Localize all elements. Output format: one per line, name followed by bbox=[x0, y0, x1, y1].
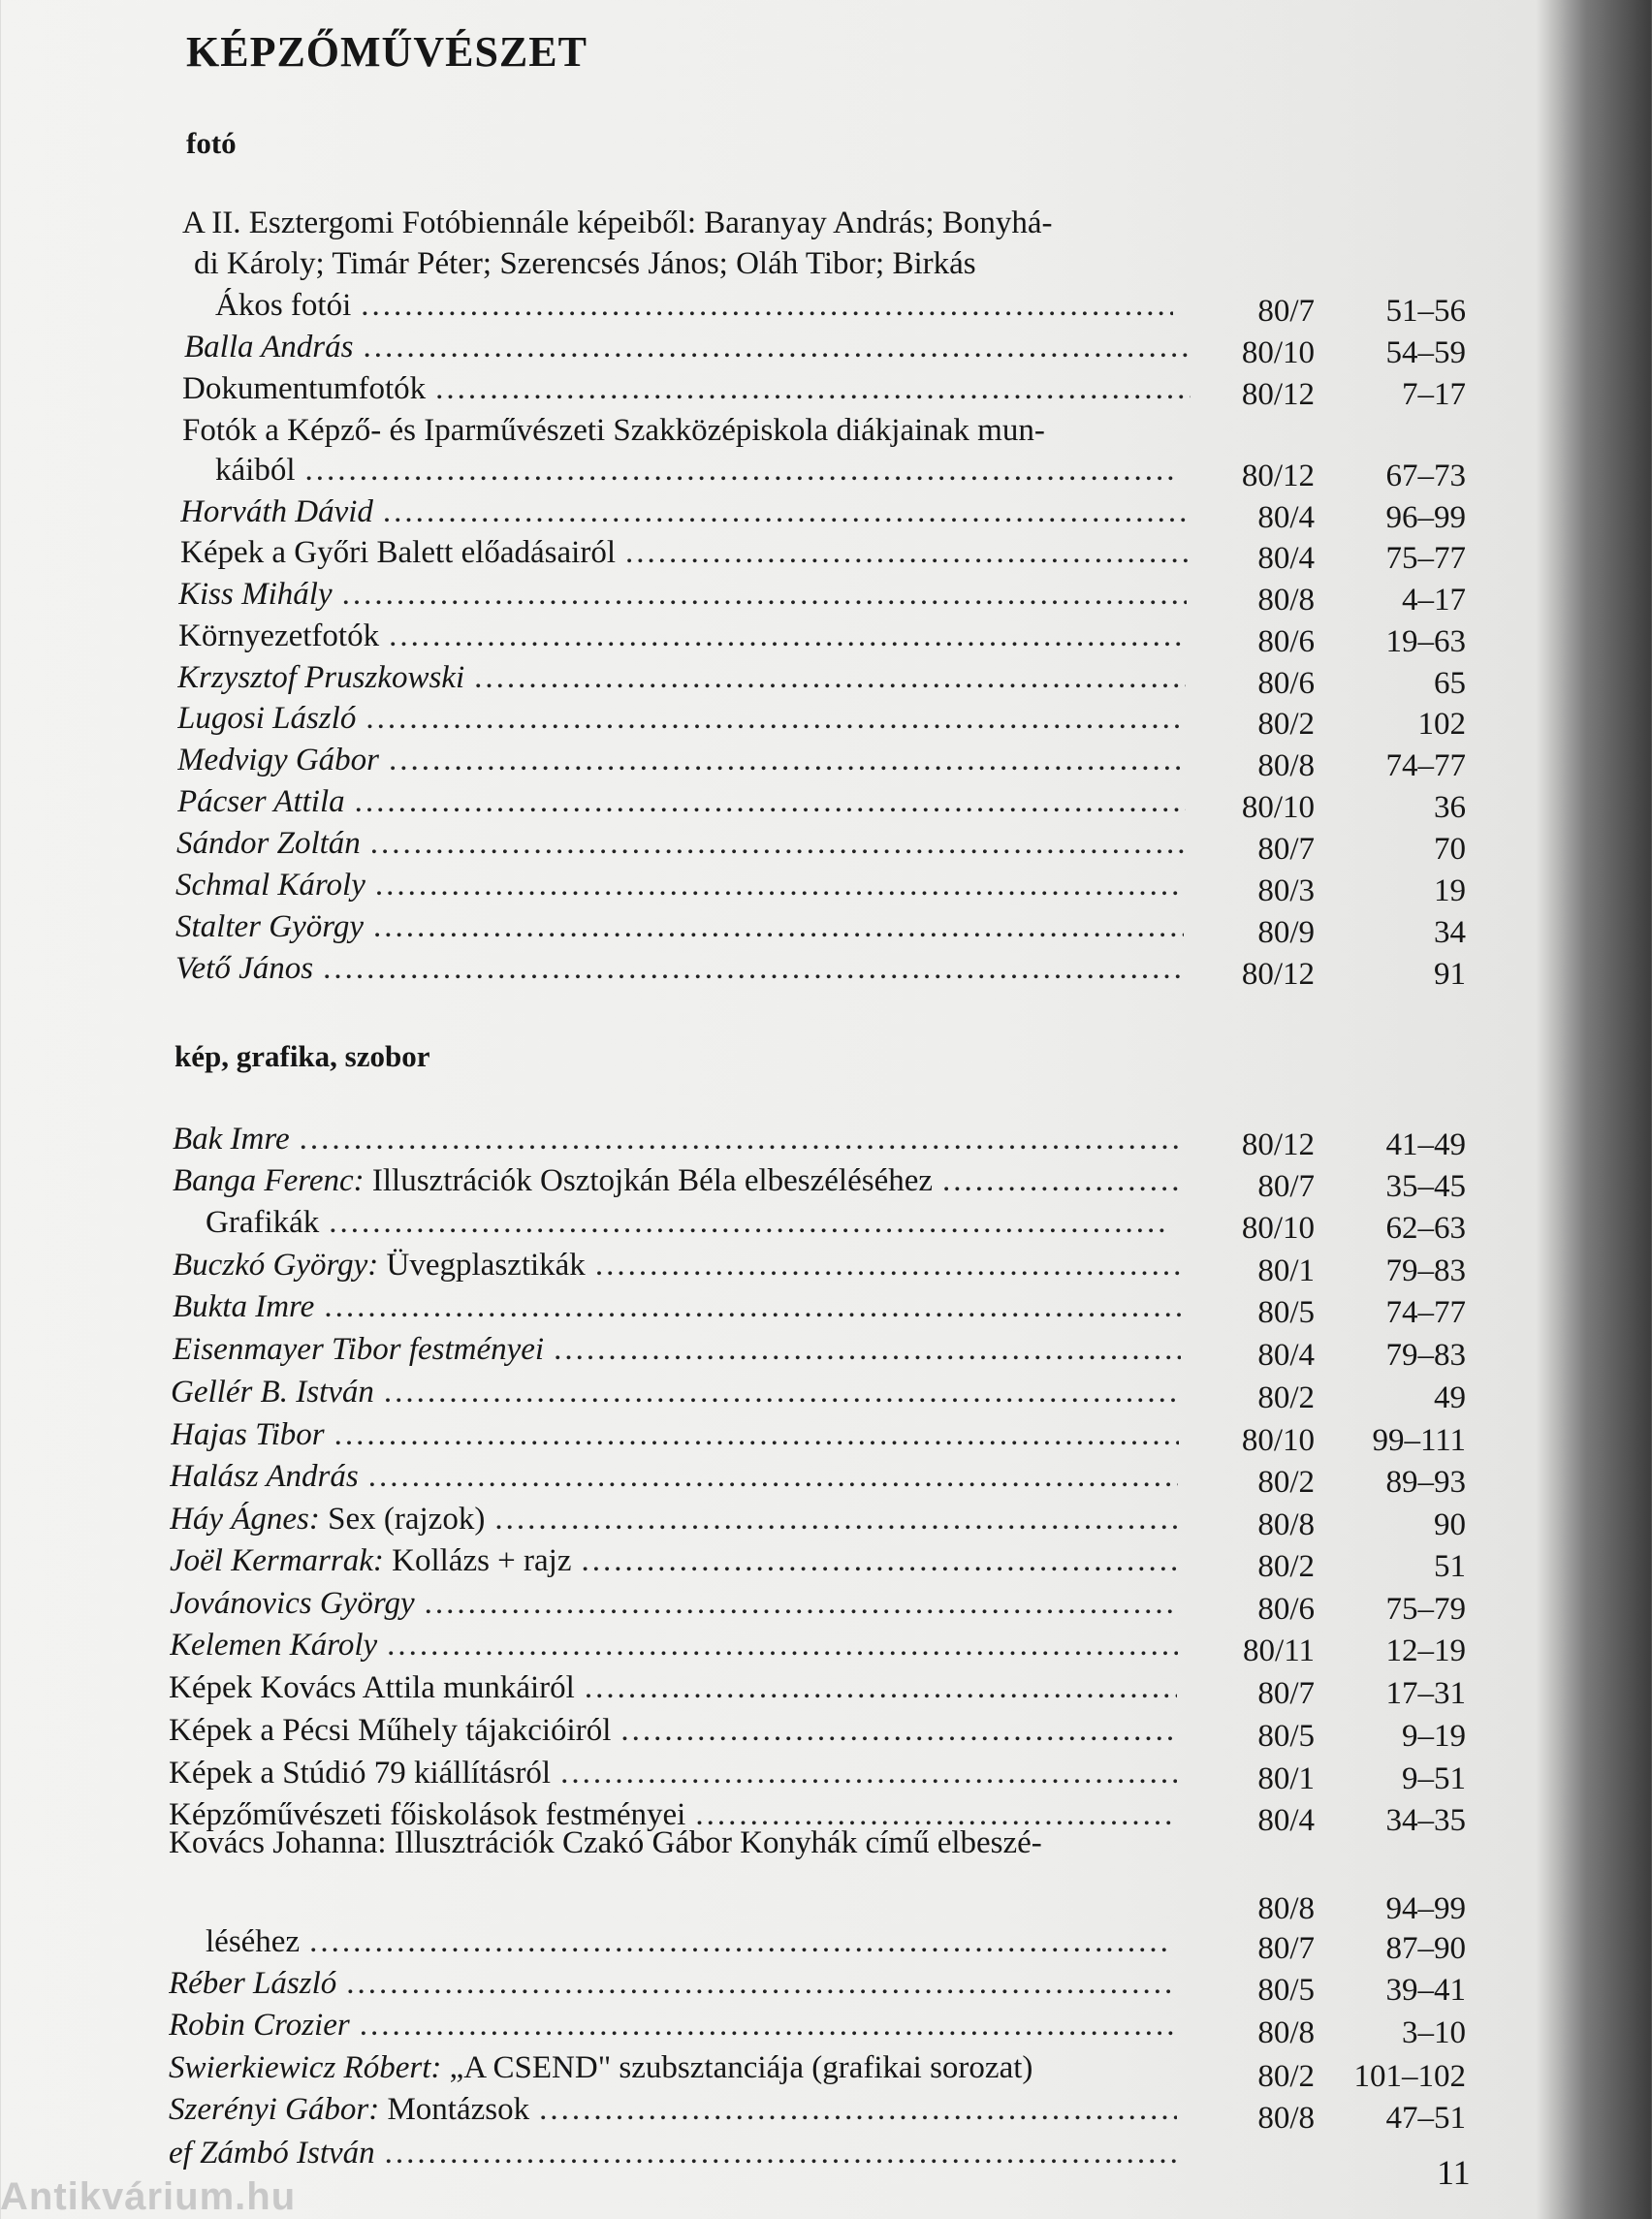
entry-pages: 4–17 bbox=[1402, 583, 1466, 618]
entry-name: Kelemen Károly bbox=[170, 1628, 378, 1663]
entry-name: Réber László bbox=[169, 1966, 337, 2001]
entry-title: Dokumentumfotók bbox=[182, 371, 427, 406]
entry-issue: 80/4 bbox=[1257, 541, 1315, 576]
page-number: 11 bbox=[1437, 2153, 1471, 2192]
index-entry bbox=[0, 1706, 1652, 1754]
leader-dots bbox=[373, 909, 1184, 945]
entry-issue: 80/4 bbox=[1257, 1803, 1315, 1838]
entry-pages: 34 bbox=[1434, 915, 1466, 950]
entry-issue: 80/1 bbox=[1257, 1253, 1315, 1288]
entry-name: Krzysztof Pruszkowski bbox=[177, 660, 465, 695]
leader-dots bbox=[389, 743, 1186, 778]
watermark: Antikvárium.hu bbox=[0, 2175, 297, 2218]
leader-dots bbox=[342, 577, 1187, 613]
leader-dots bbox=[435, 371, 1191, 407]
leader-dots bbox=[539, 2092, 1177, 2128]
entry-continuation-line: di Károly; Timár Péter; Szerencsés János; Oláh Tibor; Birkás bbox=[194, 246, 976, 281]
entry-pages: 41–49 bbox=[1385, 1127, 1466, 1162]
leader-dots bbox=[364, 330, 1193, 365]
index-entry bbox=[0, 1157, 1652, 1204]
index-entry bbox=[0, 694, 1652, 742]
index-entry bbox=[0, 1368, 1652, 1415]
leader-dots bbox=[425, 1586, 1178, 1622]
leader-dots bbox=[304, 453, 1173, 489]
index-entry bbox=[0, 528, 1652, 576]
entry-pages: 70 bbox=[1434, 832, 1466, 867]
entry-name: Hajas Tibor bbox=[171, 1417, 325, 1452]
entry-title: Képek a Pécsi Műhely tájakcióiról bbox=[169, 1713, 612, 1748]
leader-dots bbox=[309, 1924, 1169, 1960]
entry-name: Horváth Dávid bbox=[180, 494, 373, 529]
entry-issue: 80/2 bbox=[1257, 1465, 1315, 1500]
leader-dots bbox=[346, 1966, 1177, 2002]
index-entry bbox=[0, 1198, 1652, 1246]
page-title: KÉPZŐMŰVÉSZET bbox=[186, 28, 588, 76]
leader-dots bbox=[595, 1248, 1181, 1284]
entry-pages: 96–99 bbox=[1385, 500, 1466, 535]
index-entry bbox=[0, 1664, 1652, 1711]
entry-issue: 80/7 bbox=[1257, 1931, 1315, 1966]
entry-name: ef Zámbó István bbox=[169, 2136, 375, 2171]
entry-issue: 80/1 bbox=[1257, 1761, 1315, 1796]
entry-issue: 80/7 bbox=[1257, 294, 1315, 329]
index-entry bbox=[0, 612, 1652, 659]
index-entry bbox=[0, 653, 1652, 701]
index-entry bbox=[0, 1325, 1652, 1373]
entry-issue: 80/7 bbox=[1257, 832, 1315, 867]
entry-pages: 74–77 bbox=[1385, 748, 1466, 783]
entry-title: Üvegplasztikák bbox=[386, 1248, 586, 1283]
entry-issue: 80/2 bbox=[1257, 1549, 1315, 1584]
entry-name: Pácser Attila bbox=[177, 784, 345, 819]
entry-name: Bak Imre bbox=[173, 1122, 290, 1157]
entry-pages: 51 bbox=[1434, 1549, 1466, 1584]
leader-dots bbox=[389, 618, 1187, 654]
entry-name: Szerényi Gábor: bbox=[169, 2092, 380, 2127]
leader-dots bbox=[368, 1459, 1178, 1495]
entry-pages: 34–35 bbox=[1385, 1803, 1466, 1838]
index-entry bbox=[0, 1537, 1652, 1584]
leader-dots bbox=[384, 1375, 1179, 1411]
entry-issue: 80/10 bbox=[1241, 335, 1315, 370]
entry-issue: 80/2 bbox=[1257, 2059, 1315, 2094]
entry-title: Sex (rajzok) bbox=[328, 1502, 486, 1537]
entry-name: Joël Kermarrak: bbox=[170, 1543, 384, 1578]
entry-pages: 9–51 bbox=[1402, 1761, 1466, 1796]
entry-title: „A CSEND" szubsztanciája (grafikai sorozat) bbox=[449, 2050, 1033, 2085]
entry-issue: 80/8 bbox=[1257, 1507, 1315, 1542]
entry-issue: 80/8 bbox=[1257, 2015, 1315, 2050]
index-entry bbox=[0, 1621, 1652, 1668]
index-entry bbox=[0, 736, 1652, 783]
entry-pages: 87–90 bbox=[1385, 1931, 1466, 1966]
entry-pages: 49 bbox=[1434, 1380, 1466, 1415]
leader-dots bbox=[585, 1670, 1177, 1706]
entry-pages: 54–59 bbox=[1385, 335, 1466, 370]
entry-continuation-line: Fotók a Képző- és Iparművészeti Szakközépiskola diákjainak mun- bbox=[182, 413, 1045, 448]
entry-pages: 12–19 bbox=[1385, 1633, 1466, 1668]
entry-pages: 65 bbox=[1434, 666, 1466, 701]
entry-title: Környezetfotók bbox=[178, 618, 380, 653]
entry-title: Képek a Győri Balett előadásairól bbox=[180, 535, 616, 570]
index-entry bbox=[0, 446, 1652, 493]
entry-pages: 89–93 bbox=[1385, 1465, 1466, 1500]
entry-name: Robin Crozier bbox=[169, 2008, 350, 2043]
leader-dots bbox=[474, 660, 1186, 696]
entry-name: Lugosi László bbox=[177, 701, 357, 736]
index-entry bbox=[0, 944, 1652, 992]
entry-issue: 80/5 bbox=[1257, 1719, 1315, 1754]
entry-title: Montázsok bbox=[387, 2092, 530, 2127]
leader-dots bbox=[323, 951, 1184, 987]
entry-name: Vető János bbox=[175, 951, 314, 986]
index-entry bbox=[0, 1241, 1652, 1288]
entry-name: Buczkó György: bbox=[173, 1248, 379, 1283]
index-entry bbox=[0, 819, 1652, 867]
entry-title: léséhez bbox=[206, 1924, 301, 1959]
entry-issue: 80/4 bbox=[1257, 500, 1315, 535]
leader-dots bbox=[334, 1417, 1179, 1453]
entry-name: Sándor Zoltán bbox=[176, 826, 361, 861]
leader-dots bbox=[329, 1205, 1169, 1241]
entry-issue: 80/10 bbox=[1241, 790, 1315, 825]
entry-continuation-line: Kovács Johanna: Illusztrációk Czakó Gábor Konyhák című elbeszé- bbox=[169, 1825, 1042, 1860]
entry-name: Bukta Imre bbox=[173, 1289, 315, 1324]
index-entry bbox=[0, 323, 1652, 370]
index-entry bbox=[0, 281, 1652, 329]
entry-pages: 39–41 bbox=[1385, 1973, 1466, 2008]
entry-issue: 80/12 bbox=[1241, 377, 1315, 412]
entry-pages: 19 bbox=[1434, 873, 1466, 908]
entry-title: Ákos fotói bbox=[215, 288, 352, 323]
leader-dots bbox=[324, 1289, 1181, 1325]
entry-issue: 80/12 bbox=[1241, 1127, 1315, 1162]
leader-dots bbox=[560, 1756, 1177, 1791]
entry-name: Schmal Károly bbox=[175, 868, 365, 903]
entry-name: Balla András bbox=[184, 330, 354, 365]
entry-name: Stalter György bbox=[175, 909, 364, 944]
index-entry bbox=[0, 1749, 1652, 1796]
entry-pages: 19–63 bbox=[1385, 624, 1466, 659]
entry-issue: 80/7 bbox=[1257, 1169, 1315, 1204]
index-entry bbox=[0, 1452, 1652, 1500]
entry-title: Képek Kovács Attila munkáiról bbox=[169, 1670, 575, 1705]
entry-pages: 79–83 bbox=[1385, 1338, 1466, 1373]
entry-issue: 80/9 bbox=[1257, 915, 1315, 950]
section-heading-foto: fotó bbox=[186, 126, 237, 160]
entry-name: Gellér B. István bbox=[171, 1375, 374, 1410]
leader-dots bbox=[361, 288, 1173, 324]
index-entry bbox=[0, 488, 1652, 535]
entry-issue: 80/4 bbox=[1257, 1338, 1315, 1373]
index-entry bbox=[0, 1411, 1652, 1458]
leader-dots bbox=[625, 535, 1189, 571]
leader-dots bbox=[365, 701, 1186, 737]
entry-pages: 67–73 bbox=[1385, 459, 1466, 493]
entry-name: Halász András bbox=[170, 1459, 359, 1494]
entry-pages: 62–63 bbox=[1385, 1211, 1466, 1246]
entry-title: káiból bbox=[215, 453, 296, 488]
entry-pages: 75–77 bbox=[1385, 541, 1466, 576]
entry-issue: 80/2 bbox=[1257, 1380, 1315, 1415]
entry-name: Banga Ferenc: bbox=[173, 1163, 365, 1198]
entry-issue: 80/8 bbox=[1257, 748, 1315, 783]
entry-issue: 80/10 bbox=[1241, 1423, 1315, 1458]
entry-title: Grafikák bbox=[206, 1205, 320, 1240]
entry-pages: 79–83 bbox=[1385, 1253, 1466, 1288]
entry-issue: 80/12 bbox=[1241, 957, 1315, 992]
entry-pages: 90 bbox=[1434, 1507, 1466, 1542]
entry-title: Képzőművészeti főiskolások festményei bbox=[169, 1797, 686, 1832]
entry-pages: 36 bbox=[1434, 790, 1466, 825]
entry-title: Illusztrációk Osztojkán Béla elbeszéléséhez bbox=[371, 1163, 934, 1198]
entry-name: Jovánovics György bbox=[170, 1586, 415, 1621]
index-entry bbox=[0, 1579, 1652, 1627]
entry-pages: 17–31 bbox=[1385, 1676, 1466, 1711]
entry-continuation-line: A II. Esztergomi Fotóbiennále képeiből: Baranyay András; Bonyhá- bbox=[182, 206, 1053, 240]
entry-issue: 80/12 bbox=[1241, 459, 1315, 493]
index-entry bbox=[0, 1283, 1652, 1330]
entry-issue: 80/8 bbox=[1257, 583, 1315, 618]
entry-title: Képek a Stúdió 79 kiállításról bbox=[169, 1756, 552, 1791]
index-entry bbox=[0, 365, 1652, 412]
index-entry bbox=[0, 777, 1652, 825]
entry-issue: 80/11 bbox=[1243, 1633, 1315, 1668]
entry-pages: 35–45 bbox=[1385, 1169, 1466, 1204]
entry-name: Swierkiewicz Róbert: bbox=[169, 2050, 442, 2085]
leader-dots bbox=[383, 494, 1189, 530]
entry-pages: 7–17 bbox=[1402, 377, 1466, 412]
leader-dots bbox=[375, 868, 1184, 903]
entry-pages: 47–51 bbox=[1385, 2101, 1466, 2136]
entry-pages: 75–79 bbox=[1385, 1592, 1466, 1627]
entry-title: Kollázs + rajz bbox=[392, 1543, 572, 1578]
entry-name: Kiss Mihály bbox=[178, 577, 333, 612]
index-entry bbox=[0, 861, 1652, 908]
entry-pages: 101–102 bbox=[1353, 2059, 1466, 2094]
entry-issue: 80/10 bbox=[1241, 1211, 1315, 1246]
entry-issue: 80/6 bbox=[1257, 1592, 1315, 1627]
index-entry bbox=[0, 1115, 1652, 1162]
entry-pages: 74–77 bbox=[1385, 1295, 1466, 1330]
entry-pages: 99–111 bbox=[1372, 1423, 1466, 1458]
entry-issue: 80/6 bbox=[1257, 624, 1315, 659]
section-heading-kep-grafika-szobor: kép, grafika, szobor bbox=[175, 1039, 430, 1073]
leader-dots bbox=[554, 1332, 1181, 1368]
entry-issue: 80/8 bbox=[1257, 2101, 1315, 2136]
leader-dots bbox=[494, 1502, 1178, 1537]
entry-pages: 51–56 bbox=[1385, 294, 1466, 329]
leader-dots bbox=[385, 2136, 1177, 2171]
entry-issue: 80/8 bbox=[1257, 1891, 1315, 1926]
entry-pages: 91 bbox=[1434, 957, 1466, 992]
entry-pages: 3–10 bbox=[1402, 2015, 1466, 2050]
entry-pages: 9–19 bbox=[1402, 1719, 1466, 1754]
entry-issue: 80/5 bbox=[1257, 1973, 1315, 2008]
entry-pages: 94–99 bbox=[1385, 1891, 1466, 1926]
index-entry bbox=[0, 570, 1652, 618]
leader-dots bbox=[942, 1163, 1181, 1199]
leader-dots bbox=[370, 826, 1185, 862]
leader-dots bbox=[300, 1122, 1181, 1157]
index-entry bbox=[0, 903, 1652, 950]
leader-dots bbox=[355, 784, 1186, 820]
entry-issue: 80/6 bbox=[1257, 666, 1315, 701]
entry-issue: 80/7 bbox=[1257, 1676, 1315, 1711]
entry-issue: 80/3 bbox=[1257, 873, 1315, 908]
entry-name: Eisenmayer Tibor festményei bbox=[173, 1332, 545, 1367]
leader-dots bbox=[360, 2008, 1177, 2044]
leader-dots bbox=[620, 1713, 1177, 1749]
index-entry bbox=[0, 1495, 1652, 1542]
entry-name: Háy Ágnes: bbox=[170, 1502, 320, 1537]
leader-dots bbox=[387, 1628, 1178, 1664]
leader-dots bbox=[582, 1543, 1179, 1579]
entry-issue: 80/2 bbox=[1257, 707, 1315, 742]
entry-name: Medvigy Gábor bbox=[177, 743, 380, 777]
entry-issue: 80/5 bbox=[1257, 1295, 1315, 1330]
entry-pages: 102 bbox=[1417, 707, 1466, 742]
